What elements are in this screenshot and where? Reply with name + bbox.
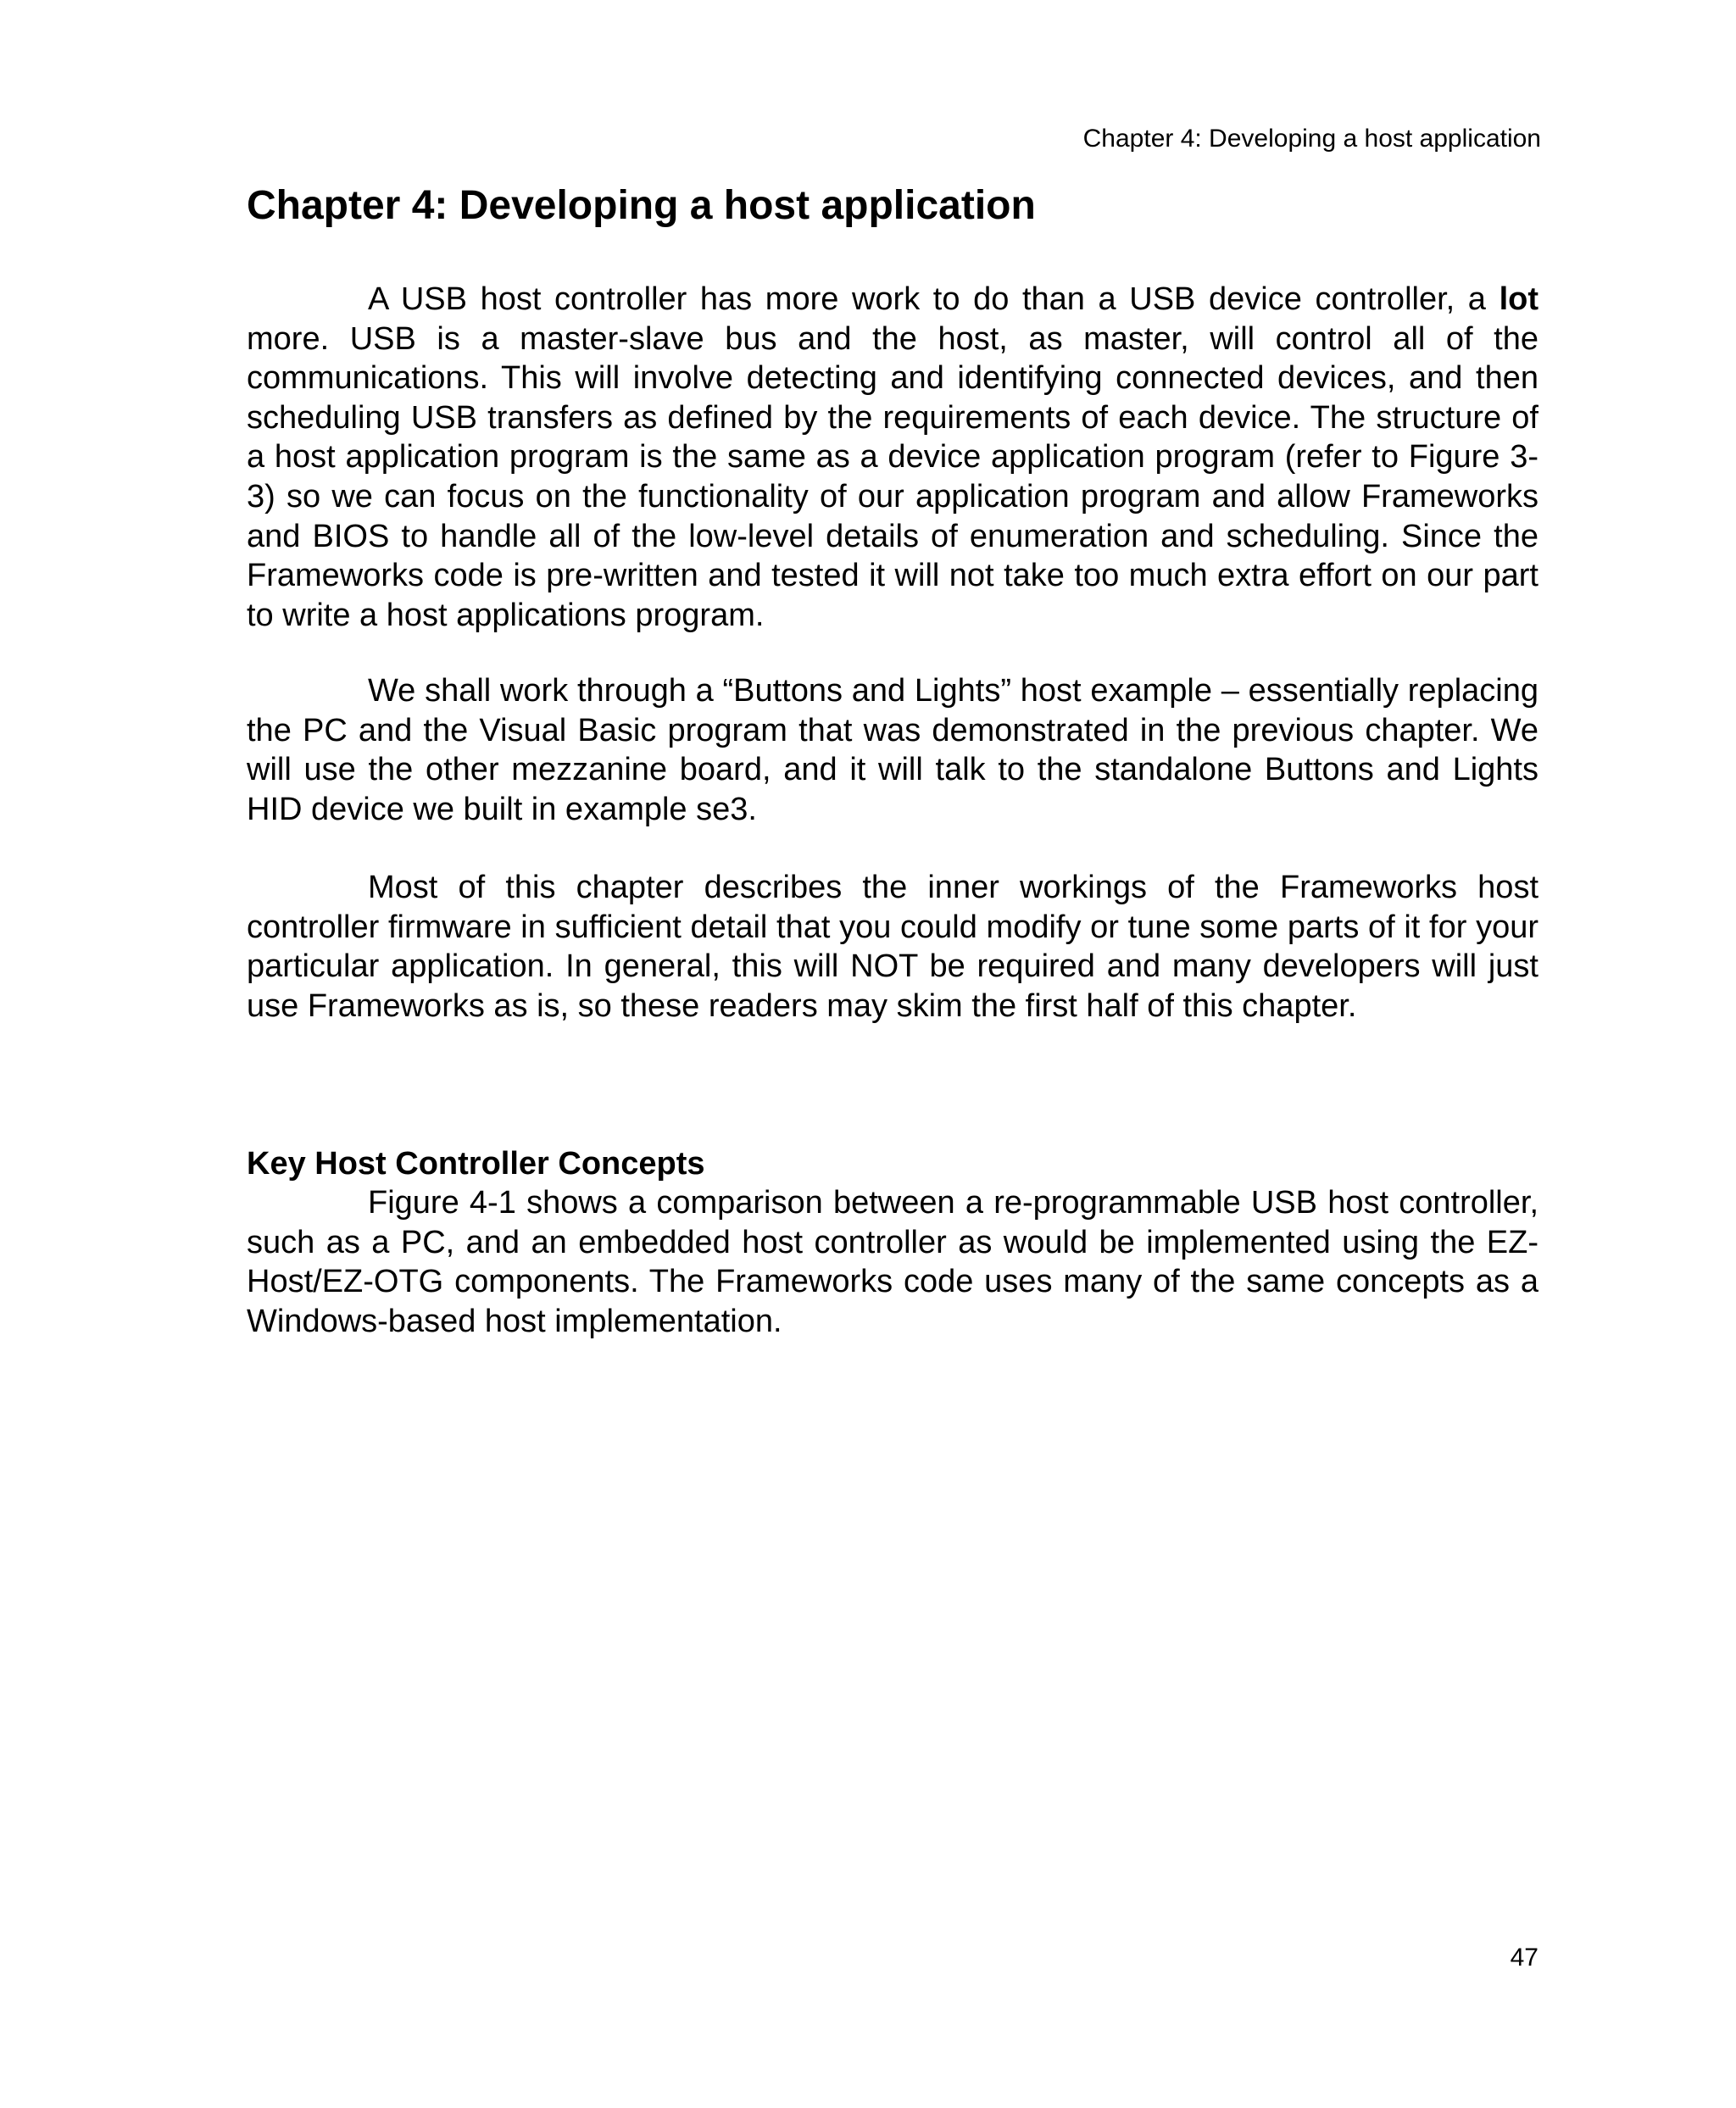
paragraph-concepts: Figure 4-1 shows a comparison between a re-programmable USB host controller, such as a PC, and an embedded host controller as would be implemented using the EZ-Host/EZ-OTG components. The Frameworks code uses many of the same concepts as a Windows-based host implementation. (247, 1185, 1538, 1339)
paragraph-example: We shall work through a “Buttons and Lights” host example – essentially replacing the PC and the Visual Basic program that was demonstrated in the previous chapter. We will use the other mezzanine board, and it will talk to the standalone Buttons and Lights HID device we built in example se3. (247, 673, 1538, 827)
page-number: 47 (1510, 1944, 1538, 1972)
paragraph-overview: Most of this chapter describes the inner workings of the Frameworks host controller firmware in sufficient detail that you could modify or tune some parts of it for your particular application. In general, this will NOT be required and many developers will just use Frameworks as is, so these readers may skim the first half of this chapter. (247, 870, 1538, 1024)
emphasis-lot: lot (1499, 281, 1538, 317)
chapter-title: Chapter 4: Developing a host application (247, 183, 1036, 228)
paragraph-intro-rest: more. USB is a master-slave bus and the host, as master, will control all of the communications. This will involve detecting and identifying connected devices, and then scheduling USB transfers as defined by the requirements of each device. The structure of a host application program is the same as a device application program (refer to Figure 3-3) so we can focus on the functionality of our application program and allow Frameworks and BIOS to handle all of the low-level details of enumeration and scheduling. Since the Frameworks code is pre-written and tested it will not take too much extra effort on our part to write a host applications program. (247, 320, 1538, 633)
paragraph-intro (247, 280, 1538, 635)
paragraph-intro-start: A USB host controller has more work to do than a USB device controller, a (368, 281, 1486, 317)
section-heading: Key Host Controller Concepts (247, 1146, 705, 1182)
running-header: Chapter 4: Developing a host application (1082, 125, 1541, 153)
